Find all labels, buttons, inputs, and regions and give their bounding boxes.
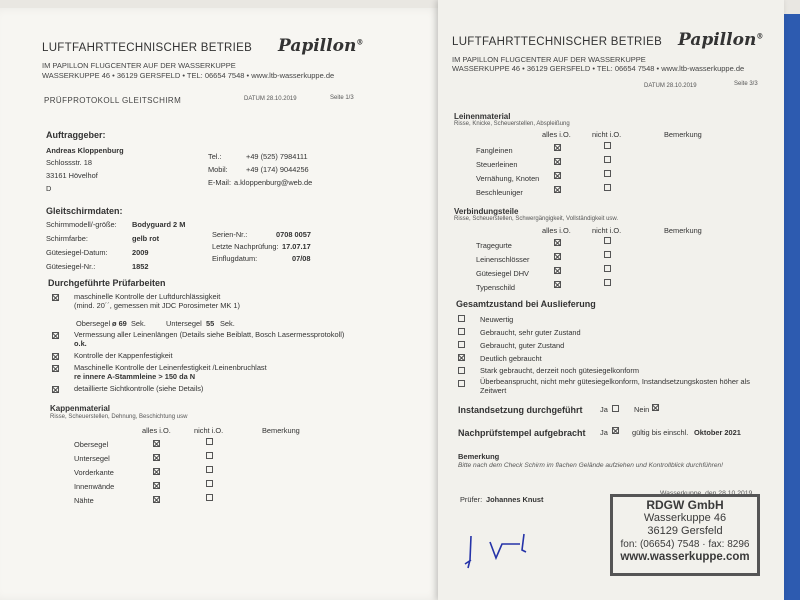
check-line-strength-line1: Maschinelle Kontrolle der Leinenfestigkeit /Leinenbruchlast — [74, 363, 267, 372]
condition-option: Gebraucht, guter Zustand — [480, 341, 565, 350]
kappen-col-note: Bemerkung — [262, 426, 300, 435]
condition-option-continued: Zeitwert — [480, 386, 507, 395]
verbindung-ok-checkbox — [554, 281, 561, 288]
serial-value: 0708 0057 — [276, 230, 311, 239]
check-permeability-line1: maschinelle Kontrolle der Luftdurchlässigkeit — [74, 292, 221, 301]
check-canopy-strength: Kontrolle der Kappenfestigkeit — [74, 351, 173, 360]
leinen-ok-checkbox — [554, 158, 561, 165]
verbindung-nok-checkbox — [604, 237, 611, 244]
kappen-nok-checkbox — [206, 438, 213, 445]
company-name: LUFTFAHRTTECHNISCHER BETRIEB — [452, 36, 663, 48]
unter-unit: Sek. — [220, 319, 235, 328]
condition-checkbox — [458, 380, 465, 387]
protocol-page-3 — [438, 0, 784, 600]
valid-until-label: gültig bis einschl. — [632, 428, 689, 437]
leinen-nok-checkbox — [604, 170, 611, 177]
kappen-nok-checkbox — [206, 494, 213, 501]
kappen-item: Untersegel — [74, 454, 110, 463]
seal-nr-label: Gütesiegel-Nr.: — [46, 262, 96, 271]
instandsetzung-ja-checkbox — [612, 405, 619, 412]
kappen-col-nok: nicht i.O. — [194, 426, 224, 435]
last-check-label: Letzte Nachprüfung: — [212, 242, 279, 251]
kappen-nok-checkbox — [206, 466, 213, 473]
verbindung-ok-checkbox — [554, 267, 561, 274]
color-label: Schirmfarbe: — [46, 234, 88, 243]
leinen-item: Beschleuniger — [476, 188, 523, 197]
leinen-nok-checkbox — [604, 142, 611, 149]
model-value: Bodyguard 2 M — [132, 220, 186, 229]
address-line-2: WASSERKUPPE 46 • 36129 GERSFELD • TEL: 06654 7548 • www.ltb-wasserkuppe.de — [452, 64, 745, 73]
company-stamp — [610, 494, 760, 576]
leinen-col-note: Bemerkung — [664, 130, 702, 139]
stamp-city: 36129 Gersfeld — [647, 525, 723, 537]
condition-checkbox-selected — [458, 354, 465, 361]
leinen-ok-checkbox — [554, 186, 561, 193]
verbindung-subheading: Risse, Scheuerstellen, Schwergängigkeit, Vollständigkeit usw. — [454, 216, 619, 222]
nachpruefstempel-ja-label: Ja — [600, 428, 608, 437]
instandsetzung-label: Instandsetzung durchgeführt — [458, 405, 583, 415]
gesamtzustand-heading: Gesamtzustand bei Auslieferung — [456, 299, 596, 309]
seal-date-label: Gütesiegel-Datum: — [46, 248, 108, 257]
serial-label: Serien-Nr.: — [212, 230, 248, 239]
papillon-logo: Papillon® — [678, 30, 764, 50]
verbindung-heading: Verbindungsteile — [454, 207, 519, 216]
check-visual: detaillierte Sichtkontrolle (siehe Details) — [74, 384, 204, 393]
model-label: Schirmmodell/-größe: — [46, 220, 117, 229]
checks-heading: Durchgeführte Prüfarbeiten — [48, 278, 166, 288]
pruefer-label: Prüfer: — [460, 495, 483, 504]
leinen-col-nok: nicht i.O. — [592, 130, 622, 139]
bemerkung-text: Bitte nach dem Check Schirm im flachen Gelände aufziehen und Kontrollblick durchführen! — [458, 462, 723, 469]
verbindung-nok-checkbox — [604, 279, 611, 286]
document-date: DATUM 28.10.2019 — [244, 96, 297, 102]
seal-nr-value: 1852 — [132, 262, 149, 271]
check-line-strength-checkbox — [52, 365, 59, 372]
kappen-nok-checkbox — [206, 480, 213, 487]
leinen-item: Steuerleinen — [476, 160, 518, 169]
verbindung-nok-checkbox — [604, 251, 611, 258]
stamp-street: Wasserkuppe 46 — [643, 512, 727, 524]
check-permeability-line2: (mind. 20´´, gemessen mit JDC Porosimeter MK 1) — [74, 301, 240, 310]
unter-label: Untersegel — [166, 319, 202, 328]
verbindung-col-note: Bemerkung — [664, 226, 702, 235]
protocol-page-1 — [0, 8, 443, 600]
condition-option: Überbeansprucht, nicht mehr gütesiegelkonform, Instandsetzungskosten höher als — [480, 377, 750, 386]
pruefer-name: Johannes Knust — [486, 495, 544, 504]
address-line-1: IM PAPILLON FLUGCENTER AUF DER WASSERKUPPE — [42, 61, 236, 70]
verbindung-col-ok: alles i.O. — [542, 226, 571, 235]
ober-value: ø 69 — [112, 319, 127, 328]
check-line-length-checkbox — [52, 332, 59, 339]
tel-value: +49 (525) 7984111 — [246, 152, 308, 161]
nachpruefstempel-label: Nachprüfstempel aufgebracht — [458, 428, 586, 438]
kappen-ok-checkbox — [153, 468, 160, 475]
page-number: Seite 1/3 — [330, 95, 354, 101]
leinen-item: Vernähung, Knoten — [476, 174, 540, 183]
condition-checkbox — [458, 328, 465, 335]
mobil-value: +49 (174) 9044256 — [246, 165, 309, 174]
condition-option: Deutlich gebraucht — [480, 354, 542, 363]
check-line-length-line2: o.k. — [74, 339, 87, 348]
stamp-company: RDGW GmbH — [646, 498, 724, 512]
page-number: Seite 3/3 — [734, 81, 758, 87]
verbindung-nok-checkbox — [604, 265, 611, 272]
check-visual-checkbox — [52, 386, 59, 393]
flight-date-label: Einflugdatum: — [212, 254, 258, 263]
leinen-col-ok: alles i.O. — [542, 130, 571, 139]
glider-heading: Gleitschirmdaten: — [46, 206, 123, 216]
kappen-heading: Kappenmaterial — [50, 404, 111, 413]
leinen-nok-checkbox — [604, 184, 611, 191]
instandsetzung-ja-label: Ja — [600, 405, 608, 414]
instandsetzung-nein-label: Nein — [634, 405, 650, 414]
papillon-logo: Papillon® — [278, 36, 364, 56]
condition-option: Neuwertig — [480, 315, 514, 324]
leinen-ok-checkbox — [554, 172, 561, 179]
leinen-ok-checkbox — [554, 144, 561, 151]
kappen-ok-checkbox — [153, 482, 160, 489]
flight-date-value: 07/08 — [292, 254, 311, 263]
kappen-ok-checkbox — [153, 454, 160, 461]
check-canopy-strength-checkbox — [52, 353, 59, 360]
condition-checkbox — [458, 341, 465, 348]
check-line-strength-line2: re innere A-Stammleine > 150 da N — [74, 372, 196, 381]
nachpruefstempel-ja-checkbox — [612, 427, 619, 434]
stamp-website: www.wasserkuppe.com — [620, 551, 750, 563]
leinen-nok-checkbox — [604, 156, 611, 163]
client-name: Andreas Kloppenburg — [46, 146, 124, 155]
condition-checkbox — [458, 367, 465, 374]
check-line-length-line1: Vermessung aller Leinenlängen (Details siehe Beiblatt, Bosch Lasermessprotokoll) — [74, 330, 345, 339]
verbindung-ok-checkbox — [554, 239, 561, 246]
kappen-item: Nähte — [74, 496, 94, 505]
kappen-col-ok: alles i.O. — [142, 426, 171, 435]
kappen-ok-checkbox — [153, 496, 160, 503]
email-label: E-Mail: — [208, 178, 231, 187]
place-date: Wasserkuppe, den 28.10.2019 — [660, 490, 753, 497]
address-line-1: IM PAPILLON FLUGCENTER AUF DER WASSERKUPPE — [452, 55, 646, 64]
mobil-label: Mobil: — [208, 165, 228, 174]
leinen-subheading: Risse, Knicke, Scheuerstellen, Abspleißung — [454, 121, 570, 127]
kappen-item: Innenwände — [74, 482, 115, 491]
company-name: LUFTFAHRTTECHNISCHER BETRIEB — [42, 42, 253, 54]
email-value: a.kloppenburg@web.de — [234, 178, 313, 187]
last-check-value: 17.07.17 — [282, 242, 311, 251]
verbindung-item: Gütesiegel DHV — [476, 269, 529, 278]
address-line-2: WASSERKUPPE 46 • 36129 GERSFELD • TEL: 06654 7548 • www.ltb-wasserkuppe.de — [42, 71, 335, 80]
verbindung-item: Typenschild — [476, 283, 516, 292]
kappen-item: Vorderkante — [74, 468, 114, 477]
stamp-phone: fon: (06654) 7548 · fax: 8296 — [620, 539, 750, 550]
unter-value: 55 — [206, 319, 215, 328]
document-date: DATUM 28.10.2019 — [644, 83, 697, 89]
bemerkung-heading: Bemerkung — [458, 452, 500, 461]
valid-until-date: Oktober 2021 — [694, 428, 741, 437]
verbindung-ok-checkbox — [554, 253, 561, 260]
client-country: D — [46, 184, 52, 193]
client-street: Schlossstr. 18 — [46, 158, 93, 167]
kappen-nok-checkbox — [206, 452, 213, 459]
leinen-item: Fangleinen — [476, 146, 513, 155]
document-title: PRÜFPROTOKOLL GLEITSCHIRM — [44, 96, 182, 105]
tel-label: Tel.: — [208, 152, 222, 161]
ober-label: Obersegel — [76, 319, 111, 328]
ober-unit: Sek. — [131, 319, 146, 328]
client-city: 33161 Hövelhof — [46, 171, 98, 180]
instandsetzung-nein-checkbox — [652, 404, 659, 411]
verbindung-col-nok: nicht i.O. — [592, 226, 622, 235]
inspector-signature — [462, 524, 542, 572]
condition-option: Gebraucht, sehr guter Zustand — [480, 328, 581, 337]
check-permeability-checkbox — [52, 294, 59, 301]
seal-date-value: 2009 — [132, 248, 149, 257]
kappen-ok-checkbox — [153, 440, 160, 447]
color-value: gelb rot — [132, 234, 160, 243]
auftraggeber-heading: Auftraggeber: — [46, 130, 106, 140]
condition-option: Stark gebraucht, derzeit noch gütesiegelkonform — [480, 366, 639, 375]
condition-checkbox — [458, 315, 465, 322]
leinen-heading: Leinenmaterial — [454, 112, 511, 121]
verbindung-item: Tragegurte — [476, 241, 512, 250]
kappen-subheading: Risse, Scheuerstellen, Dehnung, Beschichtung usw — [50, 414, 188, 420]
kappen-item: Obersegel — [74, 440, 109, 449]
verbindung-item: Leinenschlösser — [476, 255, 530, 264]
